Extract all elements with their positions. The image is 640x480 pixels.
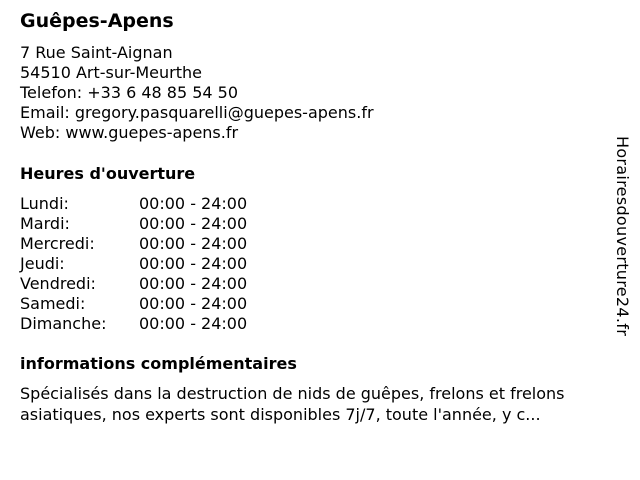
time-range: 00:00 - 24:00 bbox=[139, 294, 248, 313]
day-label: Vendredi: bbox=[20, 274, 96, 293]
watermark-text: Horairesdouverture24.fr bbox=[613, 136, 632, 337]
day-label: Lundi: bbox=[20, 194, 69, 213]
time-range: 00:00 - 24:00 bbox=[139, 214, 248, 233]
hours-row-monday bbox=[20, 194, 280, 214]
address-street: 7 Rue Saint-Aignan bbox=[20, 43, 173, 62]
business-name: Guêpes-Apens bbox=[20, 10, 174, 32]
hours-row-thursday bbox=[20, 254, 280, 274]
email-address[interactable]: Email: gregory.pasquarelli@guepes-apens.fr bbox=[20, 103, 374, 122]
site-watermark bbox=[612, 136, 632, 372]
additional-info-heading: informations complémentaires bbox=[20, 354, 297, 373]
hours-row-saturday bbox=[20, 294, 280, 314]
time-range: 00:00 - 24:00 bbox=[139, 254, 248, 273]
phone-number[interactable]: Telefon: +33 6 48 85 54 50 bbox=[20, 83, 239, 102]
day-label: Mardi: bbox=[20, 214, 70, 233]
day-label: Dimanche: bbox=[20, 314, 107, 333]
additional-info-text bbox=[20, 383, 610, 425]
day-label: Samedi: bbox=[20, 294, 86, 313]
opening-hours-heading: Heures d'ouverture bbox=[20, 164, 196, 183]
time-range: 00:00 - 24:00 bbox=[139, 274, 248, 293]
description-line: asiatiques, nos experts sont disponibles 7j/7, toute l'année, y c... bbox=[20, 405, 541, 424]
hours-row-wednesday bbox=[20, 234, 280, 254]
hours-row-sunday bbox=[20, 314, 280, 334]
address-city: 54510 Art-sur-Meurthe bbox=[20, 63, 202, 82]
contact-block bbox=[20, 43, 374, 143]
hours-row-tuesday bbox=[20, 214, 280, 234]
website-link[interactable]: Web: www.guepes-apens.fr bbox=[20, 123, 239, 142]
time-range: 00:00 - 24:00 bbox=[139, 194, 248, 213]
day-label: Mercredi: bbox=[20, 234, 95, 253]
time-range: 00:00 - 24:00 bbox=[139, 234, 248, 253]
hours-row-friday bbox=[20, 274, 280, 294]
opening-hours-table bbox=[20, 194, 280, 334]
day-label: Jeudi: bbox=[20, 254, 65, 273]
description-line: Spécialisés dans la destruction de nids de guêpes, frelons et frelons bbox=[20, 384, 565, 403]
time-range: 00:00 - 24:00 bbox=[139, 314, 248, 333]
